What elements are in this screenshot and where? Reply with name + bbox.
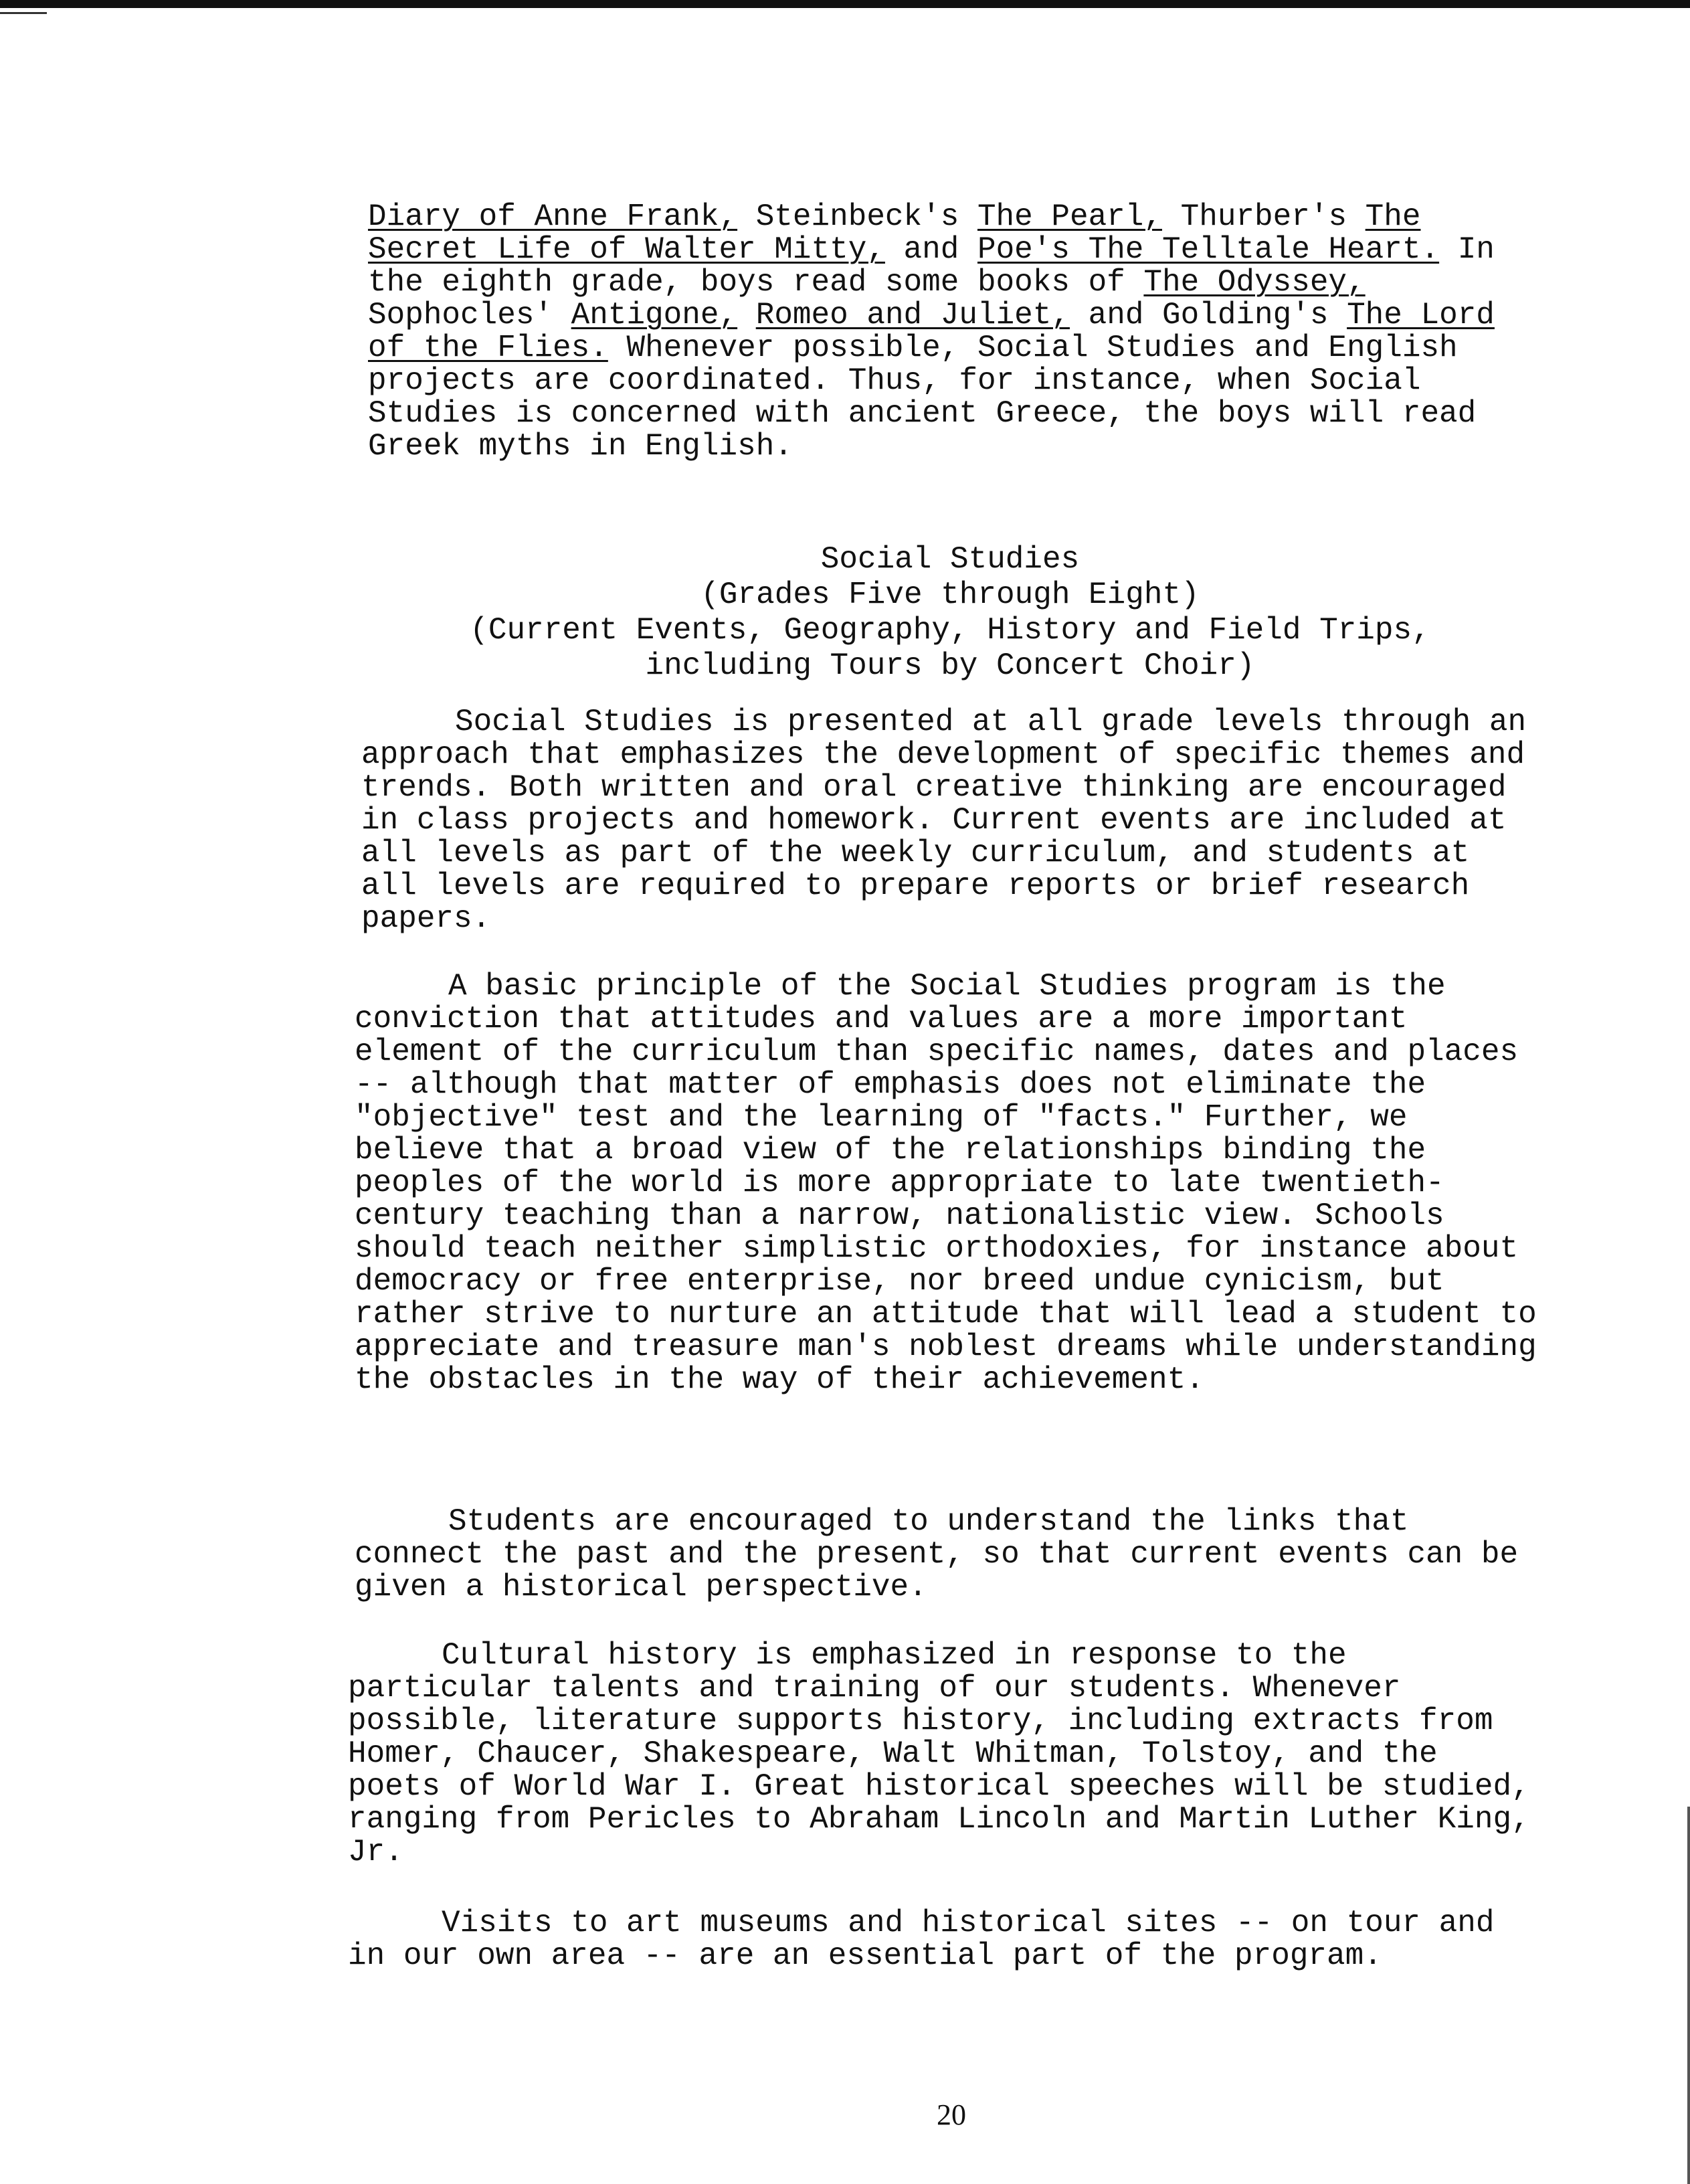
intro-text: Thurber's xyxy=(1162,199,1366,234)
paragraph-text: Visits to art museums and historical sites -- on tour and in our own area -- are an essential part of the program. xyxy=(348,1906,1495,1973)
paragraph-approach xyxy=(361,706,1539,935)
paragraph-text: A basic principle of the Social Studies program is the conviction that attitudes and values are a more important element of the curriculum than specific names, dates and places -- although that matter of emphasis does not eliminate the "objective" test and the learning of "facts." Further, we believe that a broad view of the relationships binding the peoples of the world is more appropriate to late twentieth-century teaching than a narrow, nationalistic view. Schools should teach neither simplistic orthodoxies, for instance about democracy or free enterprise, nor breed undue cynicism, but rather strive to nurture an attitude that will lead a student to appreciate and treasure man's noblest dreams while understanding the obstacles in the way of their achievement. xyxy=(355,969,1537,1397)
intro-text xyxy=(737,298,756,333)
book-title: The Pearl, xyxy=(977,199,1162,234)
book-title: The Odyssey, xyxy=(1143,265,1366,300)
page-number: 20 xyxy=(937,2098,966,2131)
section-title: Social Studies xyxy=(820,542,1080,577)
paragraph-cultural-history xyxy=(348,1639,1545,1869)
intro-text: and xyxy=(884,232,977,267)
section-subtitle: (Grades Five through Eight) xyxy=(700,577,1200,612)
section-heading xyxy=(401,542,1499,684)
book-title: The Lord of the Flies. xyxy=(368,298,1495,365)
paragraph-text: Cultural history is emphasized in response to the particular talents and training of our students. Whenever possible, literature supports history, including extracts from Homer, Chaucer, Shakespeare, Walt Whitman, Tolstoy, and the poets of World War I. Great historical speeches will be studied, ranging from Pericles to Abraham Lincoln and Martin Luther King, Jr. xyxy=(348,1638,1530,1870)
scan-top-border xyxy=(0,0,1690,8)
intro-text: Steinbeck's xyxy=(737,199,977,234)
intro-paragraph xyxy=(368,201,1539,463)
intro-text: Sophocles' xyxy=(368,298,571,333)
section-detail-line-2: including Tours by Concert Choir) xyxy=(645,648,1255,683)
section-detail-line-1: (Current Events, Geography, History and Field Trips, xyxy=(470,613,1430,648)
paragraph-links xyxy=(355,1506,1539,1604)
paragraph-text: Students are encouraged to understand the links that connect the past and the present, so that current events can be given a historical perspective. xyxy=(355,1504,1519,1605)
book-title: Diary of Anne Frank, xyxy=(368,199,738,234)
book-title: Poe's The Telltale Heart. xyxy=(977,232,1440,267)
paragraph-visits xyxy=(348,1907,1545,1973)
intro-text: Whenever possible, Social Studies and English projects are coordinated. Thus, for instance, when Social Studies is concerned with ancient Greece, the boys will read Greek myths in English. xyxy=(368,331,1477,464)
book-title: Romeo and Juliet, xyxy=(755,298,1070,333)
intro-text: In the eighth grade, boys read some books of xyxy=(368,232,1495,300)
intro-text: and Golding's xyxy=(1070,298,1347,333)
book-title: The Secret Life of Walter Mitty, xyxy=(368,199,1421,267)
scan-edge-mark xyxy=(0,12,47,14)
paragraph-text: Social Studies is presented at all grade levels through an approach that emphasizes the development of specific themes and trends. Both written and oral creative thinking are encouraged in class projects and homework. Current events are included at all levels as part of the weekly curriculum, and students at all levels are required to prepare reports or brief research papers. xyxy=(361,705,1527,936)
paragraph-principle xyxy=(355,970,1539,1396)
book-title: Antigone, xyxy=(571,298,738,333)
scan-right-edge xyxy=(1687,1807,1690,2184)
